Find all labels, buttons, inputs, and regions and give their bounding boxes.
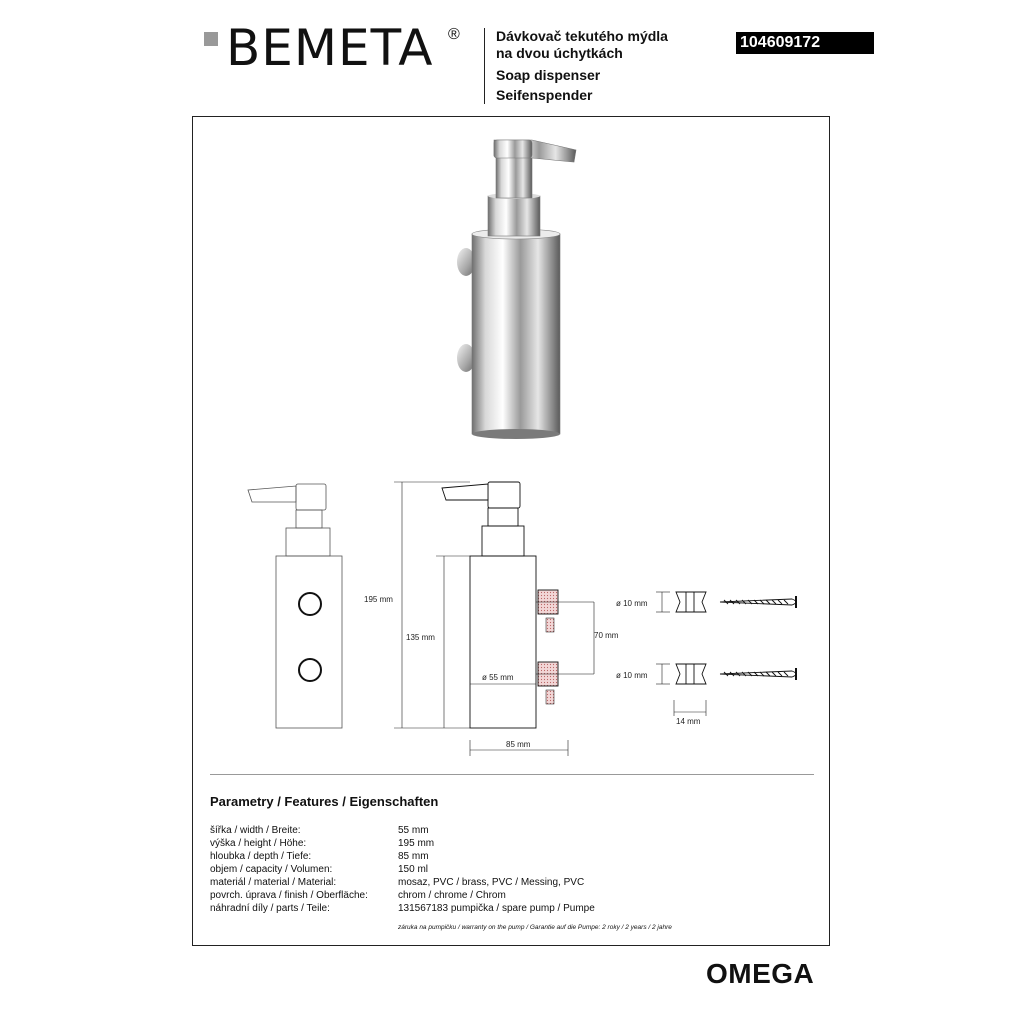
feature-value-depth: 85 mm (398, 851, 429, 862)
front-view-drawing (248, 484, 342, 728)
holders-and-screws (676, 592, 796, 684)
feature-label-material: materiál / material / Material: (210, 877, 337, 888)
side-view-drawing (442, 482, 594, 728)
dim-spacing: 70 mm (594, 631, 619, 640)
feature-value-parts: 131567183 pumpička / spare pump / Pumpe (398, 903, 595, 914)
feature-value-width: 55 mm (398, 825, 429, 836)
series-name: OMEGA (706, 958, 815, 989)
feature-value-capacity: 150 ml (398, 864, 429, 875)
feature-label-width: šířka / width / Breite: (210, 825, 301, 836)
feature-label-depth: hloubka / depth / Tiefe: (210, 851, 312, 862)
features-title: Parametry / Features / Eigenschaften (210, 794, 439, 809)
title-german: Seifenspender (496, 87, 593, 103)
dim-diameter: ø 55 mm (482, 673, 514, 682)
title-czech-line-2: na dvou úchytkách (496, 45, 623, 61)
dim-depth: 85 mm (506, 740, 531, 749)
warranty-note: záruka na pumpičku / warranty on the pump / Garantie auf die Pumpe: 2 roky / 2 years / 2 jahre (398, 924, 672, 931)
features-divider (210, 774, 814, 775)
feature-value-material: mosaz, PVC / brass, PVC / Messing, PVC (398, 877, 585, 888)
dim-holder-top: ø 10 mm (616, 599, 648, 608)
product-photo (457, 140, 576, 439)
dim-height-body: 135 mm (406, 633, 435, 642)
title-czech-line-1: Dávkovač tekutého mýdla (496, 28, 668, 44)
feature-value-finish: chrom / chrome / Chrom (398, 890, 506, 901)
feature-label-capacity: objem / capacity / Volumen: (210, 864, 333, 875)
title-english: Soap dispenser (496, 67, 601, 83)
feature-value-height: 195 mm (398, 838, 435, 849)
brand-logo: BEMETA (226, 19, 434, 77)
dim-holder-bottom: ø 10 mm (616, 671, 648, 680)
dim-holder-width: 14 mm (676, 717, 701, 726)
product-code: 104609172 (736, 32, 874, 54)
feature-label-finish: povrch. úprava / finish / Oberfläche: (210, 890, 368, 901)
dim-height-total: 195 mm (364, 595, 393, 604)
registered-mark: ® (448, 26, 460, 43)
feature-label-height: výška / height / Höhe: (210, 838, 307, 849)
feature-label-parts: náhradní díly / parts / Teile: (210, 903, 330, 914)
